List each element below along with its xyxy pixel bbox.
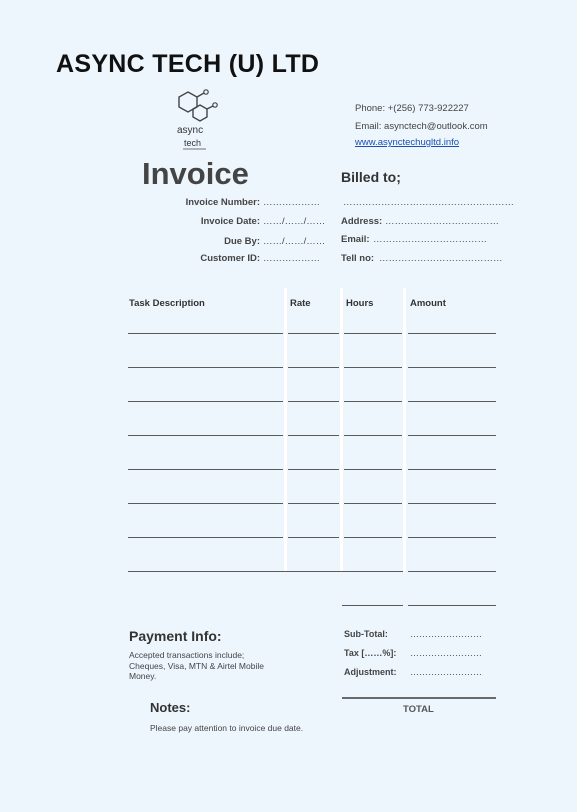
- invoice-number-value[interactable]: ………………: [263, 197, 320, 208]
- website-link[interactable]: www.asynctechugltd.info: [355, 137, 460, 148]
- table-row[interactable]: [408, 401, 496, 402]
- table-row[interactable]: [344, 537, 402, 538]
- table-row[interactable]: [288, 435, 339, 436]
- customer-id-value[interactable]: ………………: [263, 253, 320, 264]
- table-row[interactable]: [128, 537, 283, 538]
- customer-id-label: Customer ID:: [200, 253, 260, 264]
- invoice-date-label: Invoice Date:: [200, 216, 260, 227]
- table-row[interactable]: [288, 367, 339, 368]
- table-row[interactable]: [344, 367, 402, 368]
- table-row[interactable]: [128, 469, 283, 470]
- table-row[interactable]: [408, 367, 496, 368]
- column-divider: [403, 288, 406, 571]
- billed-tell-label: Tell no:: [341, 253, 375, 264]
- table-row[interactable]: [344, 469, 402, 470]
- billed-to-title: Billed to;: [341, 169, 401, 185]
- invoice-title: Invoice: [142, 156, 249, 191]
- header-amount: Amount: [410, 298, 446, 309]
- billed-address-label: Address:: [341, 216, 383, 227]
- table-row[interactable]: [408, 503, 496, 504]
- table-row[interactable]: [288, 401, 339, 402]
- logo-text-async: async: [177, 125, 204, 136]
- billed-email-value[interactable]: ………………………………: [373, 234, 487, 245]
- tax-value[interactable]: ……………………: [410, 648, 482, 658]
- table-row[interactable]: [128, 503, 283, 504]
- table-row[interactable]: [128, 401, 283, 402]
- column-divider: [284, 288, 287, 571]
- table-row[interactable]: [288, 537, 339, 538]
- table-row[interactable]: [288, 503, 339, 504]
- table-row[interactable]: [344, 435, 402, 436]
- contact-email: Email: asynctech@outlook.com: [355, 121, 488, 132]
- payment-info-title: Payment Info:: [129, 628, 222, 644]
- due-by-label: Due By:: [224, 236, 260, 247]
- table-row[interactable]: [408, 571, 496, 572]
- table-row[interactable]: [408, 537, 496, 538]
- due-by-value[interactable]: ……/……/……: [263, 236, 326, 247]
- hexagon-logo-icon: [170, 86, 226, 152]
- billed-address-value[interactable]: ………………………………: [385, 216, 499, 227]
- table-row[interactable]: [344, 401, 402, 402]
- header-hours: Hours: [346, 298, 374, 309]
- header-task-description: Task Description: [129, 298, 205, 309]
- table-row[interactable]: [344, 333, 402, 334]
- tax-label: Tax [……%]:: [344, 648, 397, 658]
- contact-phone: Phone: +(256) 773-922227: [355, 103, 469, 114]
- contact-website[interactable]: [355, 137, 459, 148]
- billed-tell-value[interactable]: …………………………………: [379, 253, 503, 264]
- table-row[interactable]: [288, 333, 339, 334]
- header-rate: Rate: [290, 298, 311, 309]
- total-divider: [342, 697, 496, 699]
- table-row[interactable]: [408, 469, 496, 470]
- table-row[interactable]: [128, 367, 283, 368]
- billed-name-value[interactable]: ………………………………………………: [343, 197, 514, 208]
- company-logo: [170, 86, 226, 152]
- table-row[interactable]: [344, 503, 402, 504]
- notes-title: Notes:: [150, 700, 191, 715]
- table-row[interactable]: [128, 435, 283, 436]
- table-row[interactable]: [288, 469, 339, 470]
- company-name: ASYNC TECH (U) LTD: [56, 50, 320, 78]
- subtotal-value[interactable]: ……………………: [410, 629, 482, 639]
- payment-info-text: Accepted transactions include; Cheques, Visa, MTN & Airtel Mobile Money.: [129, 650, 264, 681]
- table-row[interactable]: [128, 571, 403, 572]
- adjustment-value[interactable]: ……………………: [410, 667, 482, 677]
- total-label: TOTAL: [403, 704, 434, 715]
- table-row[interactable]: [408, 435, 496, 436]
- table-row[interactable]: [128, 333, 283, 334]
- adjustment-label: Adjustment:: [344, 667, 397, 677]
- table-row[interactable]: [342, 605, 403, 606]
- table-row[interactable]: [408, 333, 496, 334]
- column-divider: [340, 288, 343, 571]
- billed-email-label: Email:: [341, 234, 370, 245]
- subtotal-label: Sub-Total:: [344, 629, 388, 639]
- table-row[interactable]: [408, 605, 496, 606]
- notes-text: Please pay attention to invoice due date.: [150, 723, 304, 733]
- invoice-date-value[interactable]: ……/……/……: [263, 216, 326, 227]
- logo-text-tech: tech: [184, 138, 202, 148]
- invoice-number-label: Invoice Number:: [185, 197, 260, 208]
